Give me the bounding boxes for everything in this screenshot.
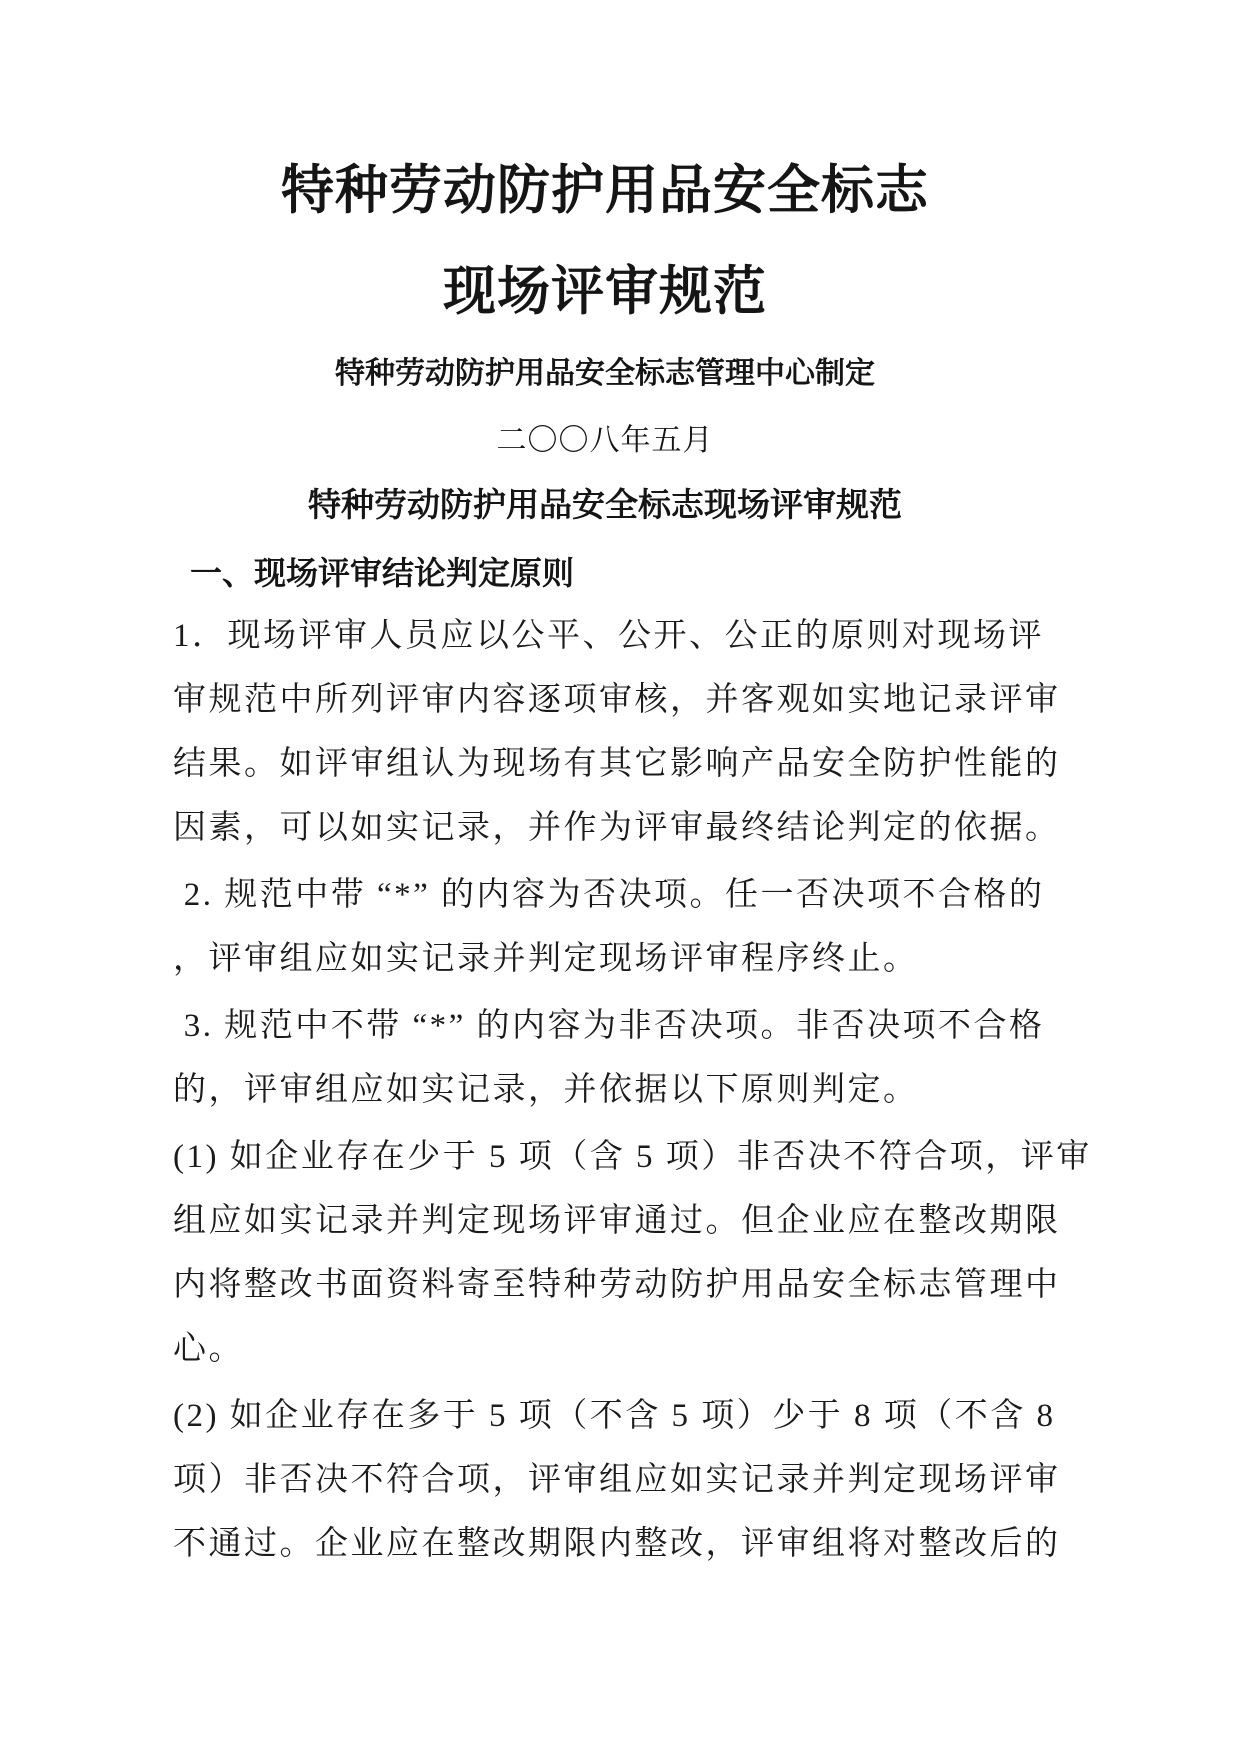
- body-line: 3. 规范中不带 “*” 的内容为非否决项。非否决项不合格: [173, 1008, 1045, 1044]
- paragraph-2: [173, 863, 1093, 991]
- body-line: ，评审组应如实记录并判定现场评审程序终止。: [173, 941, 919, 977]
- body-line: 结果。如评审组认为现场有其它影响产品安全防护性能的: [173, 746, 1061, 782]
- body-line: 不通过。企业应在整改期限内整改，评审组将对整改后的: [173, 1526, 1061, 1562]
- body-line: 组应如实记录并判定现场评审通过。但企业应在整改期限: [173, 1203, 1061, 1239]
- section-heading: 一、现场评审结论判定原则: [190, 555, 575, 591]
- body-line: 项）非否决不符合项，评审组应如实记录并判定现场评审: [173, 1462, 1061, 1498]
- document-subtitle: 特种劳动防护用品安全标志管理中心制定: [335, 357, 875, 390]
- body-line: 1．现场评审人员应以公平、公开、公正的原则对现场评: [173, 618, 1044, 654]
- paragraph-5: [173, 1384, 1093, 1576]
- body-line: 因素，可以如实记录，并作为评审最终结论判定的依据。: [173, 810, 1061, 846]
- paragraph-4: [173, 1125, 1093, 1381]
- body-line: 内将整改书面资料寄至特种劳动防护用品安全标志管理中: [173, 1267, 1061, 1303]
- body-line: 2. 规范中带 “*” 的内容为否决项。任一否决项不合格的: [173, 877, 1045, 913]
- document-date: 二〇〇八年五月: [496, 424, 714, 457]
- body-line: 审规范中所列评审内容逐项审核，并客观如实地记录评审: [173, 682, 1061, 718]
- document-body: [173, 604, 1093, 1579]
- document-title-line1: 特种劳动防护用品安全标志: [281, 162, 929, 220]
- paragraph-3: [173, 994, 1093, 1122]
- body-line: (1) 如企业存在少于 5 项（含 5 项）非否决不符合项，评审: [173, 1139, 1092, 1175]
- body-line: 心。: [173, 1331, 244, 1367]
- body-line: (2) 如企业存在多于 5 项（不含 5 项）少于 8 项（不含 8: [173, 1398, 1056, 1434]
- body-line: 的，评审组应如实记录，并依据以下原则判定。: [173, 1072, 919, 1108]
- paragraph-1: [173, 604, 1093, 860]
- document-title-line2: 现场评审规范: [443, 263, 767, 321]
- document-heading: 特种劳动防护用品安全标志现场评审规范: [308, 486, 902, 523]
